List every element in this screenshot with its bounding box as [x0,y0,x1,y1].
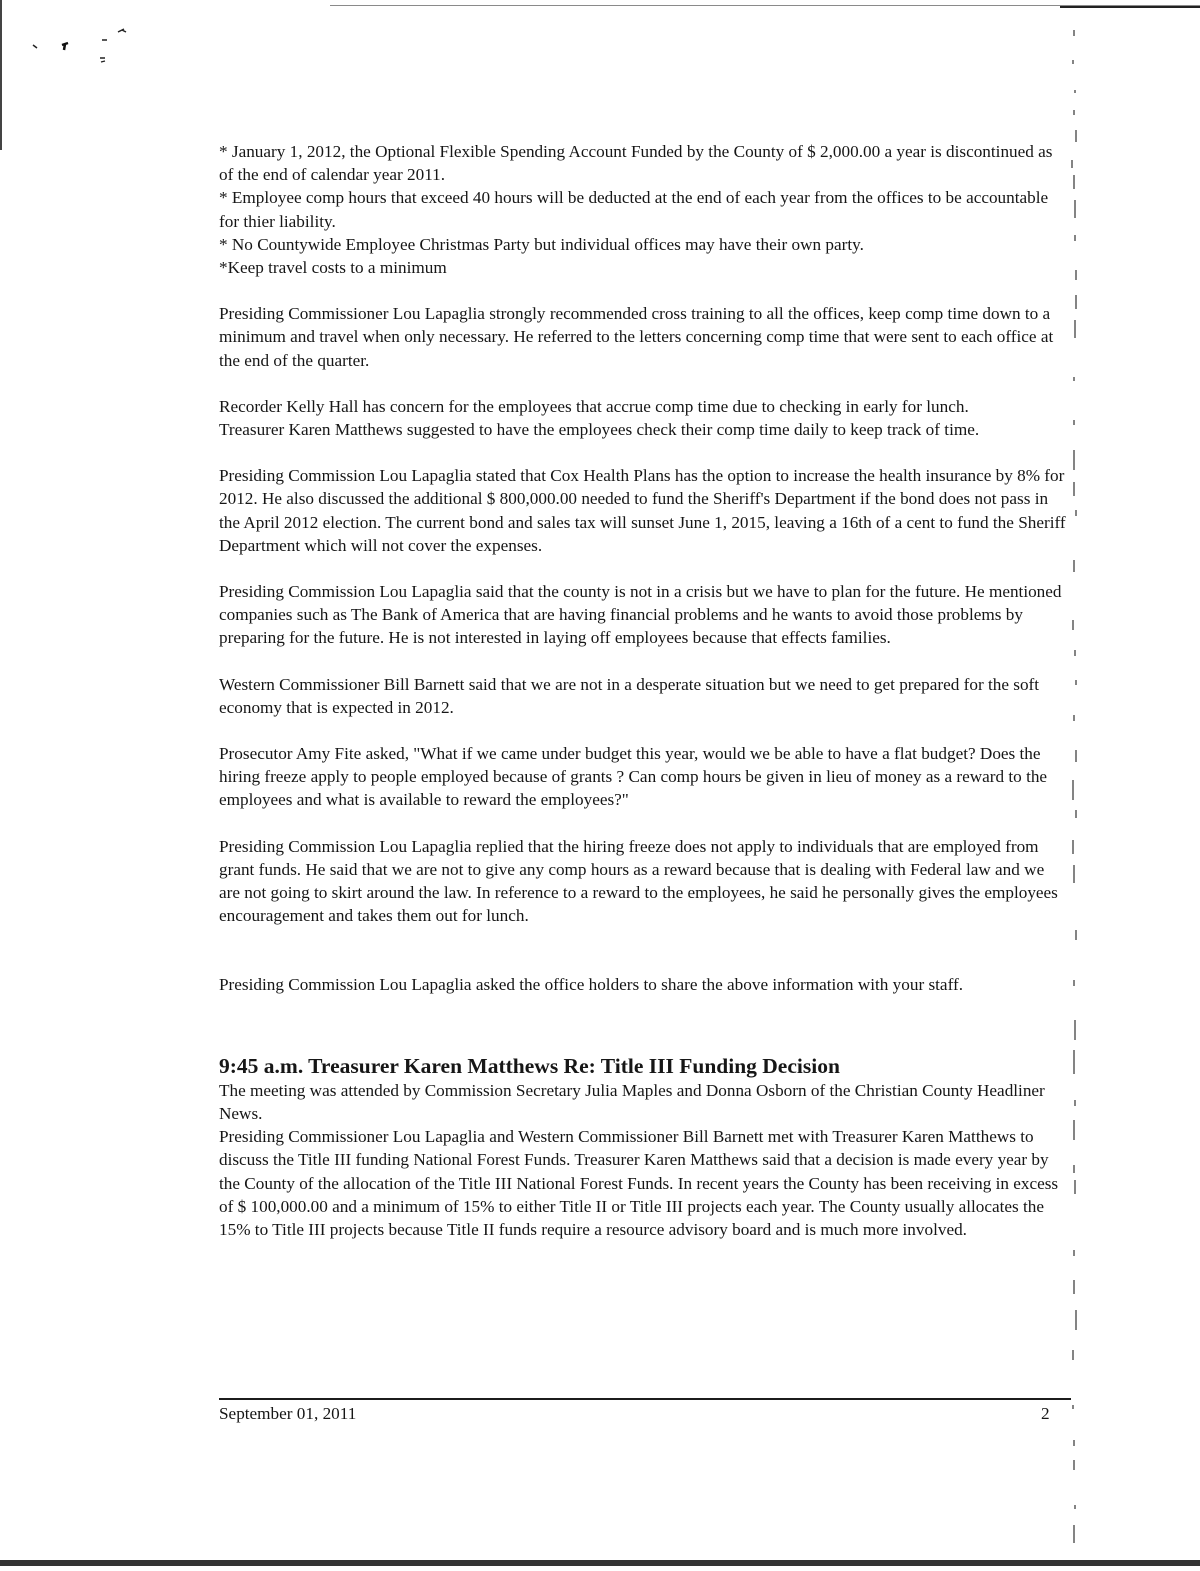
paragraph-reply: Presiding Commission Lou Lapaglia replied that the hiring freeze does not apply to individuals that are employed from grant funds. He said that we are not to give any comp hours as a reward because that is dealing with Federal law and we are not going to skirt around the law. In reference to a reward to the employees, he said he personally gives the employees encouragement and takes them out for lunch. [219,836,1058,926]
section-body: Presiding Commissioner Lou Lapaglia and Western Commissioner Bill Barnett met with Treasurer Karen Matthews to discuss the Title III funding National Forest Funds. Treasurer Karen Matthews said that a decision is made every year by the County of the allocation of the Title III National Forest Funds. In recent years the County has been receiving in excess of $ 100,000.00 and a minimum of 15% to either Title II or Title III projects each year. The County usually allocates the 15% to Title III projects because Title II funds require a resource advisory board and is much more involved. [219,1127,1059,1239]
section-attendance: The meeting was attended by Commission Secretary Julia Maples and Donna Osborn of the Christian County Headliner News. [219,1080,1045,1123]
bullet-christmas-party: * No Countywide Employee Christmas Party but individual offices may have their own party. [219,234,864,254]
paragraph-cross-training: Presiding Commissioner Lou Lapaglia strongly recommended cross training to all the offices, keep comp time down to a minimum and travel when only necessary. He referred to the letters concerning comp time that were sent to each office at the end of the quarter. [219,304,1054,370]
scan-bottom-edge [0,1560,1200,1566]
paragraph-recorder: Recorder Kelly Hall has concern for the employees that accrue comp time due to checking in early for lunch. [219,396,969,416]
bullet-flexible-spending: * January 1, 2012, the Optional Flexible Spending Account Funded by the County of $ 2,000.00 a year is discontinued as of the end of calendar year 2011. [219,142,1053,185]
footer-date: September 01, 2011 [219,1404,357,1423]
bullet-travel-costs: *Keep travel costs to a minimum [219,258,447,278]
bullet-comp-hours: * Employee comp hours that exceed 40 hours will be deducted at the end of each year from the offices to be accountable for thier liability. [219,188,1049,231]
top-rule-accent [1060,6,1200,8]
paragraph-western-commissioner: Western Commissioner Bill Barnett said that we are not in a desperate situation but we need to get prepared for the soft economy that is expected in 2012. [219,674,1040,717]
scan-left-edge [0,0,2,150]
paragraph-cox-health: Presiding Commission Lou Lapaglia stated that Cox Health Plans has the option to increase the health insurance by 8% for 2012. He also discussed the additional $ 800,000.00 needed to fund the Sheriff's Department if the bond does not pass in the April 2012 election. The current bond and sales tax will sunset June 1, 2015, leaving a 16th of a cent to fund the Sheriff Department which will not cover the expenses. [219,466,1066,555]
policy-bullet-list [219,140,1069,279]
paragraph-prosecutor: Prosecutor Amy Fite asked, "What if we came under budget this year, would we be able to have a flat budget? Does the hiring freeze apply to people employed because of grants ? Can comp hours be given in lieu of money as a reward to the employees and what is available to reward the employees?" [219,744,1048,810]
paragraph-treasurer: Treasurer Karen Matthews suggested to have the employees check their comp time daily to keep track of time. [219,420,980,440]
document-body [219,140,1069,1241]
scan-specks-icon [30,20,140,70]
paragraph-crisis: Presiding Commission Lou Lapaglia said that the county is not in a crisis but we have to plan for the future. He mentioned companies such as The Bank of America that are having financial problems and he wants to avoid those problems by preparing for the future. He is not interested in laying off employees because that effects families. [219,582,1062,648]
section-heading: 9:45 a.m. Treasurer Karen Matthews Re: Title III Funding Decision [219,1053,840,1078]
page-number: 2 [1041,1404,1050,1423]
footer-rule [219,1398,1071,1400]
paragraph-share: Presiding Commission Lou Lapaglia asked the office holders to share the above information with your staff. [219,975,963,995]
